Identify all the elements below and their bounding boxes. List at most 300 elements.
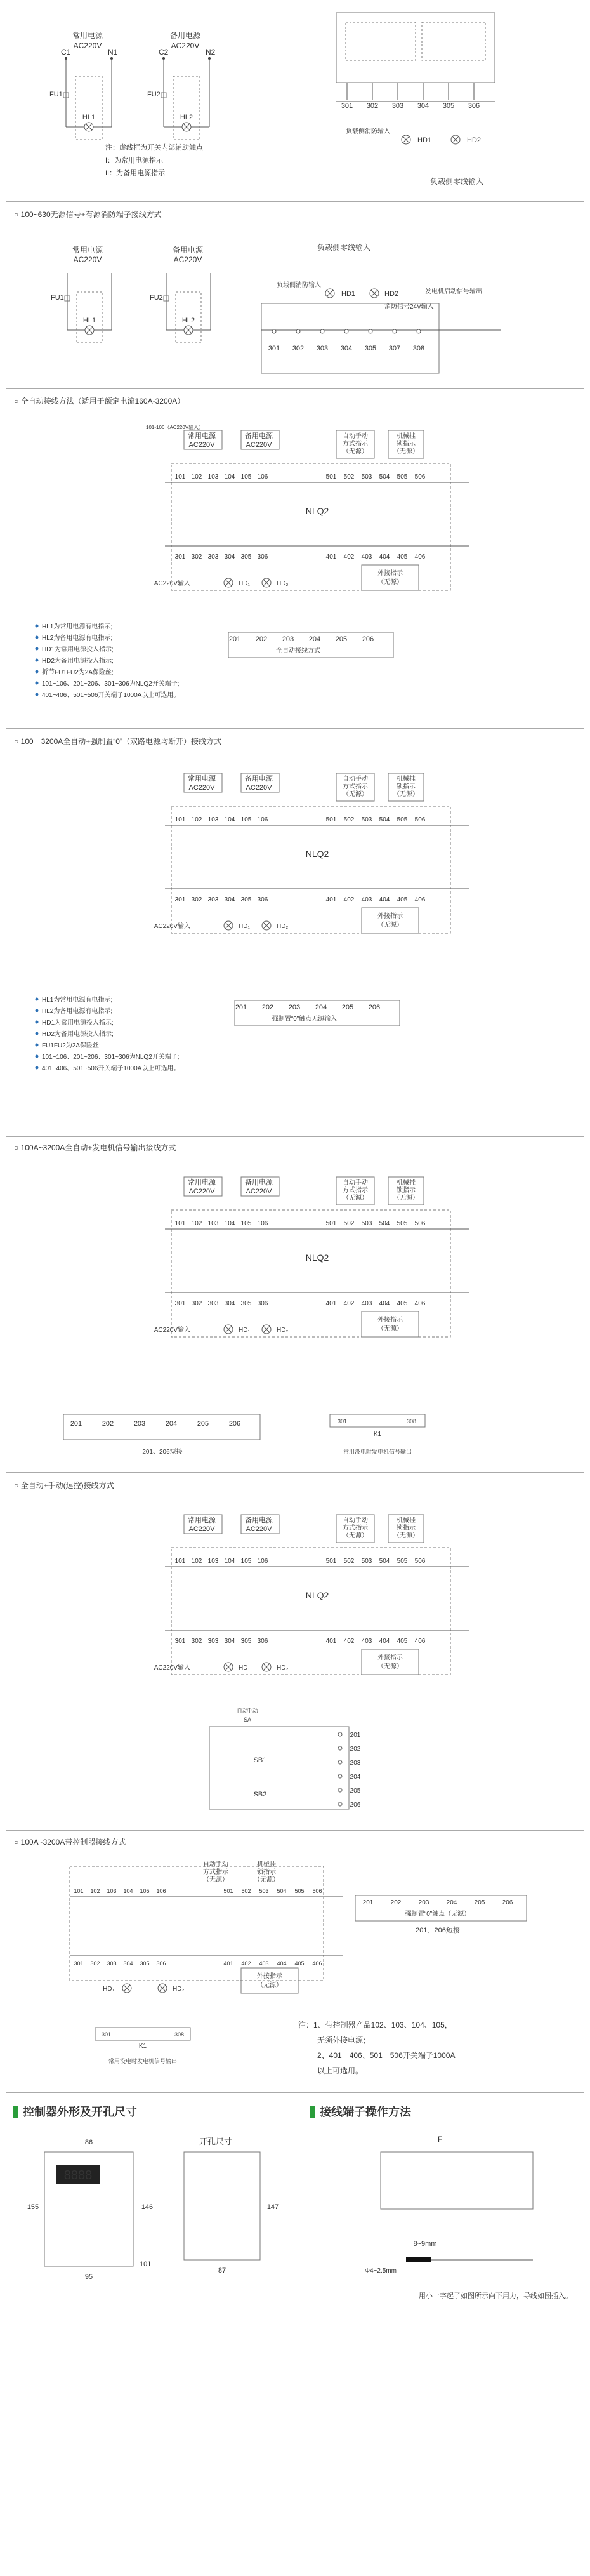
common-label: 常用电源 xyxy=(188,1517,216,1524)
ac-input-label: AC220V输入 xyxy=(154,1664,190,1671)
s7-terminal-305: 305 xyxy=(140,1960,150,1967)
terminal-304: 304 xyxy=(224,1300,235,1307)
s6-term-203: 203 xyxy=(350,1760,361,1767)
s2-fu2: FU2 xyxy=(150,294,163,302)
s7-terminal-104: 104 xyxy=(123,1888,133,1894)
s7-auto: 自动手动 xyxy=(203,1861,228,1868)
terminal-303: 303 xyxy=(207,896,219,903)
s2-screw xyxy=(296,329,300,333)
s2-screw xyxy=(320,329,324,333)
s2-terminal-305: 305 xyxy=(364,345,377,352)
s7-note-2: 2、401－406、501－506开关端子1000A xyxy=(317,2051,456,2060)
section3-bullet-1: HL2为备用电源有电指示; xyxy=(42,635,113,642)
terminal-305: 305 xyxy=(240,896,252,903)
common-label: 常用电源 xyxy=(188,775,216,783)
f-label: F xyxy=(438,2135,443,2144)
s7-terminal-401: 401 xyxy=(223,1960,233,1967)
bullet-dot xyxy=(36,1032,39,1035)
terminal-501: 501 xyxy=(325,1220,337,1227)
s2-terminal-307: 307 xyxy=(388,345,401,352)
voltage: AC220V xyxy=(246,1525,272,1533)
s2-screw xyxy=(344,329,348,333)
s2-terminal-303: 303 xyxy=(316,345,329,352)
s7-lock: 机械挂 xyxy=(257,1861,276,1868)
s5-k1-label: 常用没电时发电机信号输出 xyxy=(343,1449,412,1455)
terminal-405: 405 xyxy=(397,1638,408,1645)
strip-len: 8~9mm xyxy=(413,2240,437,2248)
bullet-dot xyxy=(36,682,39,685)
s7-strip-206: 206 xyxy=(502,1899,513,1906)
s7-lock2: 锁指示 xyxy=(257,1869,276,1876)
terminal-506: 506 xyxy=(414,1558,426,1565)
display-digits: 8888 xyxy=(63,2168,93,2182)
auto-label2: 方式指示 xyxy=(343,783,368,790)
s7-hd2: HD₂ xyxy=(173,1986,185,1993)
s2-hd1: HD1 xyxy=(341,290,356,298)
voltage: AC220V xyxy=(188,1188,215,1195)
ac-input-label: AC220V输入 xyxy=(154,923,190,930)
terminal-401: 401 xyxy=(325,896,337,903)
terminal-403: 403 xyxy=(361,554,372,561)
auto-label2: 方式指示 xyxy=(343,1187,368,1194)
terminal-404: 404 xyxy=(379,1638,390,1645)
s6-term-screw xyxy=(338,1802,342,1806)
nlq-label: NLQ2 xyxy=(305,1252,329,1263)
terminal-302: 302 xyxy=(366,102,379,110)
s2-screw xyxy=(393,329,397,333)
backup-label: 备用电源 xyxy=(245,775,273,783)
strip-terminal-202: 202 xyxy=(255,635,268,643)
s7-ext2: （无源） xyxy=(257,1982,282,1989)
terminal-503: 503 xyxy=(361,1220,372,1227)
section7-title: ○ 100A~3200A带控制器接线方式 xyxy=(14,1838,126,1847)
s6-sb1: SB1 xyxy=(253,1756,267,1764)
section2-title: ○ 100~630无源信号+有源消防端子接线方式 xyxy=(14,210,162,219)
bullet-dot xyxy=(36,998,39,1001)
section3-title: ○ 全自动接线方法（适用于额定电流160A-3200A） xyxy=(14,397,185,406)
strip-label: 全自动接线方式 xyxy=(276,647,320,654)
terminal-504: 504 xyxy=(379,474,390,481)
terminal-104: 104 xyxy=(224,474,235,481)
ac-input-label: AC220V输入 xyxy=(154,1327,190,1334)
auto-label2: 方式指示 xyxy=(343,1525,368,1532)
n2-label: N2 xyxy=(206,48,216,56)
terminal-506: 506 xyxy=(414,816,426,823)
nlq-label: NLQ2 xyxy=(305,506,329,516)
terminal-403: 403 xyxy=(361,896,372,903)
terminal-301: 301 xyxy=(174,896,186,903)
strip-terminal-201: 201 xyxy=(228,635,241,643)
terminal-102: 102 xyxy=(191,474,202,481)
s7-auto3: （无源） xyxy=(203,1876,228,1883)
s7-terminal-405: 405 xyxy=(294,1960,305,1967)
terminal-103: 103 xyxy=(207,1558,219,1565)
s2-backup-label: 备用电源 xyxy=(172,246,204,255)
s2-fire-input: 负载侧消防输入 xyxy=(277,282,321,289)
terminal-301: 301 xyxy=(174,554,186,561)
terminal-303: 303 xyxy=(207,1638,219,1645)
s5-k1-301: 301 xyxy=(338,1418,348,1424)
lock-label: 机械挂 xyxy=(397,776,416,783)
backup-label: 备用电源 xyxy=(245,432,273,440)
ext-indicator-box xyxy=(362,565,419,590)
bottom-left-header: 控制器外形及开孔尺寸 xyxy=(23,2106,137,2118)
ext-label: 外接指示 xyxy=(377,913,403,920)
s2-terminal-box xyxy=(261,303,439,373)
auto-label: 自动手动 xyxy=(343,776,368,783)
s2-voltage2: AC220V xyxy=(173,255,202,264)
strip-terminal-202: 202 xyxy=(261,1004,274,1011)
s7-k1-308: 308 xyxy=(174,2031,184,2038)
common-label: 常用电源 xyxy=(188,432,216,440)
terminal-301: 301 xyxy=(174,1638,186,1645)
s2-terminal-302: 302 xyxy=(292,345,305,352)
s6-sa: SA xyxy=(243,1716,252,1723)
terminal-306: 306 xyxy=(257,554,268,561)
terminal-105: 105 xyxy=(240,1220,252,1227)
s7-terminal-102: 102 xyxy=(90,1888,100,1894)
s7-k1: K1 xyxy=(138,2043,147,2050)
dim-101: 101 xyxy=(140,2261,152,2268)
s5-strip-203: 203 xyxy=(133,1420,146,1428)
hd2-label: HD₂ xyxy=(277,923,289,930)
strip-terminal-204: 204 xyxy=(315,1004,327,1011)
ext-label2: （无源） xyxy=(377,1663,403,1670)
s2-terminal-301: 301 xyxy=(268,345,280,352)
s5-k1-308: 308 xyxy=(406,1418,416,1424)
terminal-305: 305 xyxy=(442,102,455,110)
section6-title: ○ 全自动+手动(远控)接线方式 xyxy=(14,1481,114,1490)
s5-strip-202: 202 xyxy=(102,1420,114,1428)
terminal-102: 102 xyxy=(191,816,202,823)
terminal-501: 501 xyxy=(325,816,337,823)
auto-label3: （无源） xyxy=(343,791,368,798)
terminal-106: 106 xyxy=(257,816,268,823)
section4-bullet-6: 401~406、501~506开关端子1000A以上可选用。 xyxy=(42,1065,180,1072)
terminal-406: 406 xyxy=(414,554,426,561)
terminal-405: 405 xyxy=(397,896,408,903)
terminal-306: 306 xyxy=(257,1300,268,1307)
terminal-105: 105 xyxy=(240,816,252,823)
terminal-501: 501 xyxy=(325,1558,337,1565)
ext-label2: （无源） xyxy=(377,579,403,586)
terminal-302: 302 xyxy=(191,1300,202,1307)
auto-label2: 方式指示 xyxy=(343,441,368,448)
s7-terminal-404: 404 xyxy=(277,1960,287,1967)
terminal-301: 301 xyxy=(341,102,353,110)
s7-short-label: 201、206短接 xyxy=(416,1927,460,1934)
terminal-104: 104 xyxy=(224,816,235,823)
voltage: AC220V xyxy=(246,1188,272,1195)
note-1: I：为常用电源指示 xyxy=(105,157,164,164)
s5-k1: K1 xyxy=(373,1431,382,1438)
auto-label: 自动手动 xyxy=(343,433,368,440)
terminal-505: 505 xyxy=(397,816,408,823)
terminal-105: 105 xyxy=(240,1558,252,1565)
terminal-402: 402 xyxy=(343,554,355,561)
s6-control-box xyxy=(209,1727,349,1809)
s2-hl2: HL2 xyxy=(181,317,195,324)
terminal-103: 103 xyxy=(207,474,219,481)
s6-term-204: 204 xyxy=(350,1774,361,1781)
terminal-106: 106 xyxy=(257,474,268,481)
s2-voltage: AC220V xyxy=(73,255,102,264)
terminal-101: 101 xyxy=(174,816,186,823)
s7-lock3: （无源） xyxy=(254,1876,279,1883)
s7-note-3: 以上可选用。 xyxy=(317,2066,364,2075)
backup-label: 备用电源 xyxy=(245,1179,273,1186)
wire-strip xyxy=(406,2257,431,2262)
s2-terminal-304: 304 xyxy=(340,345,353,352)
s7-terminal-501: 501 xyxy=(223,1888,233,1894)
c2-label: C2 xyxy=(159,48,169,56)
voltage: AC220V xyxy=(246,784,272,792)
s7-k1-label: 常用没电时发电机信号输出 xyxy=(108,2058,178,2064)
section3-bullet-3: HD2为备用电源投入指示; xyxy=(42,658,114,665)
s7-terminal-302: 302 xyxy=(90,1960,100,1967)
terminal-404: 404 xyxy=(379,554,390,561)
voltage: AC220V xyxy=(188,1525,215,1533)
hd1-label: HD₁ xyxy=(239,1664,250,1671)
terminal-503: 503 xyxy=(361,474,372,481)
s2-hd2: HD2 xyxy=(384,290,399,298)
s7-ext: 外接指示 xyxy=(257,1973,282,1980)
strip-terminal-206: 206 xyxy=(368,1004,381,1011)
bullet-dot xyxy=(36,625,39,628)
terminal-101: 101 xyxy=(174,1220,186,1227)
terminal-306: 306 xyxy=(257,896,268,903)
terminal-305: 305 xyxy=(240,554,252,561)
terminal-504: 504 xyxy=(379,816,390,823)
terminal-406: 406 xyxy=(414,1638,426,1645)
s5-strip-204: 204 xyxy=(165,1420,178,1428)
s7-strip-203: 203 xyxy=(418,1899,429,1906)
terminal-302: 302 xyxy=(191,1638,202,1645)
terminal-401: 401 xyxy=(325,554,337,561)
terminal-505: 505 xyxy=(397,474,408,481)
bullet-dot xyxy=(36,659,39,662)
terminal-503: 503 xyxy=(361,816,372,823)
s5-strip-206: 206 xyxy=(228,1420,241,1428)
bullet-dot xyxy=(36,670,39,674)
s7-terminal-105: 105 xyxy=(140,1888,150,1894)
bullet-dot xyxy=(36,1044,39,1047)
voltage: AC220V xyxy=(246,441,272,449)
strip-terminal-203: 203 xyxy=(282,635,294,643)
ac-input-label: AC220V输入 xyxy=(154,580,190,587)
note-0: 注：虚线框为开关内部辅助触点 xyxy=(105,144,203,152)
terminal-502: 502 xyxy=(343,1558,355,1565)
terminal-405: 405 xyxy=(397,554,408,561)
section4-bullet-4: FU1FU2为2A保险丝; xyxy=(42,1042,101,1049)
s2-fire-signal: 消防信号24V输入 xyxy=(384,303,434,310)
s6-term-screw xyxy=(338,1788,342,1792)
s2-load-zero: 负载侧零线输入 xyxy=(317,243,371,252)
s6-term-screw xyxy=(338,1746,342,1750)
s5-strip-label: 201、206短接 xyxy=(142,1449,183,1456)
terminal-502: 502 xyxy=(343,1220,355,1227)
section4-bullet-5: 101~106、201~206、301~306为NLQ2开关端子; xyxy=(42,1054,180,1061)
load-zero-label: 负载侧零线输入 xyxy=(429,177,484,186)
s5-strip-201: 201 xyxy=(70,1420,82,1428)
terminal-106: 106 xyxy=(257,1558,268,1565)
terminal-304: 304 xyxy=(417,102,429,110)
section4-bullet-1: HL2为备用电源有电指示; xyxy=(42,1008,113,1015)
s2-common-label: 常用电源 xyxy=(72,246,103,255)
s7-auto2: 方式指示 xyxy=(203,1869,228,1876)
s6-term-screw xyxy=(338,1732,342,1736)
terminal-102: 102 xyxy=(191,1220,202,1227)
s7-terminal-101: 101 xyxy=(74,1888,84,1894)
instruction: 用小一字起子如图所示向下用力，导线如图插入。 xyxy=(419,2292,572,2300)
terminal-304: 304 xyxy=(224,1638,235,1645)
terminal-402: 402 xyxy=(343,1300,355,1307)
section3-bullet-4: 折节FU1FU2为2A保险丝; xyxy=(42,669,114,676)
header-mark-right xyxy=(310,2106,315,2118)
terminal-303: 303 xyxy=(207,554,219,561)
lock-label3: （无源） xyxy=(393,1532,419,1539)
voltage: AC220V xyxy=(188,784,215,792)
terminal-302: 302 xyxy=(191,554,202,561)
s7-note-0: 注：1、带控制器产品102、103、104、105， xyxy=(298,2021,452,2029)
terminal-405: 405 xyxy=(397,1300,408,1307)
section4-bullet-3: HD2为备用电源投入指示; xyxy=(42,1031,114,1038)
terminal-block-drawing xyxy=(381,2152,533,2209)
section3-note: 101-106（AC220V输入） xyxy=(146,425,204,430)
hd1-label: HD₁ xyxy=(239,580,250,587)
ext-indicator-box xyxy=(362,1649,419,1675)
s7-k1-301: 301 xyxy=(102,2031,112,2038)
s6-term-205: 205 xyxy=(350,1788,361,1795)
s7-hd1: HD₁ xyxy=(103,1986,114,1993)
bullet-dot xyxy=(36,647,39,651)
terminal-101: 101 xyxy=(174,1558,186,1565)
terminal-303: 303 xyxy=(391,102,404,110)
s7-terminal-505: 505 xyxy=(294,1888,305,1894)
inner-contact xyxy=(346,22,416,60)
ext-indicator-box xyxy=(362,908,419,933)
lock-label3: （无源） xyxy=(393,791,419,798)
bullet-dot xyxy=(36,636,39,639)
s7-terminal-406: 406 xyxy=(312,1960,322,1967)
inner-contact xyxy=(422,22,485,60)
strip-terminal-206: 206 xyxy=(362,635,374,643)
fu2-label: FU2 xyxy=(147,91,161,98)
section3-bullet-0: HL1为常用电源有电指示; xyxy=(42,623,113,630)
s7-terminal-504: 504 xyxy=(277,1888,287,1894)
terminal-306: 306 xyxy=(257,1638,268,1645)
bullet-dot xyxy=(36,1021,39,1024)
s6-term-201: 201 xyxy=(350,1732,361,1739)
auto-label: 自动手动 xyxy=(343,1179,368,1186)
terminal-305: 305 xyxy=(240,1300,252,1307)
s7-strip-label: 强制置“0”触点（无源） xyxy=(405,1911,471,1918)
section4-title: ○ 100－3200A全自动+强制置“0”（双路电源均断开）接线方式 xyxy=(14,737,221,746)
ext-label2: （无源） xyxy=(377,922,403,929)
terminal-303: 303 xyxy=(207,1300,219,1307)
ext-label2: （无源） xyxy=(377,1325,403,1332)
s6-sb2: SB2 xyxy=(253,1791,267,1798)
voltage-label-2: AC220V xyxy=(171,41,200,50)
s6-term-202: 202 xyxy=(350,1746,361,1753)
terminal-403: 403 xyxy=(361,1300,372,1307)
dim-146: 146 xyxy=(141,2203,154,2211)
hd1-label: HD1 xyxy=(417,136,432,144)
terminal-103: 103 xyxy=(207,816,219,823)
common-source-label: 常用电源 xyxy=(72,31,103,40)
ext-label: 外接指示 xyxy=(377,1654,403,1661)
s2-screw xyxy=(369,329,372,333)
terminal-401: 401 xyxy=(325,1638,337,1645)
hd2-label: HD2 xyxy=(467,136,482,144)
cutout-outline xyxy=(184,2152,260,2260)
s2-terminal-308: 308 xyxy=(412,345,425,352)
fire-input-label: 负载侧消防输入 xyxy=(346,128,390,135)
terminal-506: 506 xyxy=(414,474,426,481)
terminal-103: 103 xyxy=(207,1220,219,1227)
bullet-dot xyxy=(36,1055,39,1058)
hd2-label: HD₂ xyxy=(277,1327,289,1334)
auto-label3: （无源） xyxy=(343,1195,368,1202)
backup-label: 备用电源 xyxy=(245,1517,273,1524)
backup-source-label: 备用电源 xyxy=(169,31,201,40)
nlq-label: NLQ2 xyxy=(305,849,329,859)
s6-manual: 手动 xyxy=(246,1708,259,1714)
s7-terminal-103: 103 xyxy=(107,1888,117,1894)
s7-note-1: 无须外接电源； xyxy=(317,2036,371,2045)
s2-screw xyxy=(417,329,421,333)
terminal-502: 502 xyxy=(343,816,355,823)
hl2-label: HL2 xyxy=(180,114,193,121)
bullet-dot xyxy=(36,1009,39,1012)
s7-strip-201: 201 xyxy=(362,1899,374,1906)
terminal-104: 104 xyxy=(224,1220,235,1227)
s7-terminal-106: 106 xyxy=(156,1888,166,1894)
terminal-402: 402 xyxy=(343,1638,355,1645)
s7-terminal-306: 306 xyxy=(156,1960,166,1967)
section3-bullet-2: HD1为常用电源投入指示; xyxy=(42,646,114,653)
terminal-404: 404 xyxy=(379,1300,390,1307)
bullet-dot xyxy=(36,693,39,696)
terminal-501: 501 xyxy=(325,474,337,481)
terminal-504: 504 xyxy=(379,1220,390,1227)
s2-hl1: HL1 xyxy=(82,317,96,324)
terminal-102: 102 xyxy=(191,1558,202,1565)
hd1-label: HD₁ xyxy=(239,1327,250,1334)
common-label: 常用电源 xyxy=(188,1179,216,1186)
terminal-505: 505 xyxy=(397,1220,408,1227)
n1-label: N1 xyxy=(108,48,118,56)
auto-label3: （无源） xyxy=(343,1532,368,1539)
ext-indicator-box xyxy=(362,1311,419,1337)
s7-terminal-304: 304 xyxy=(123,1960,133,1967)
terminal-505: 505 xyxy=(397,1558,408,1565)
ext-label: 外接指示 xyxy=(377,570,403,577)
lock-label3: （无源） xyxy=(393,1195,419,1202)
voltage: AC220V xyxy=(188,441,215,449)
strip-label: 强制置“0”触点无源输入 xyxy=(272,1016,338,1023)
hd2-label: HD₂ xyxy=(277,1664,289,1671)
s7-terminal-402: 402 xyxy=(241,1960,251,1967)
lock-label3: （无源） xyxy=(393,448,419,455)
terminal-504: 504 xyxy=(379,1558,390,1565)
strip-terminal-205: 205 xyxy=(341,1004,354,1011)
terminal-406: 406 xyxy=(414,1300,426,1307)
terminal-403: 403 xyxy=(361,1638,372,1645)
s7-terminal-301: 301 xyxy=(74,1960,84,1967)
dim-95: 95 xyxy=(84,2273,93,2281)
dim-86: 86 xyxy=(84,2139,93,2146)
